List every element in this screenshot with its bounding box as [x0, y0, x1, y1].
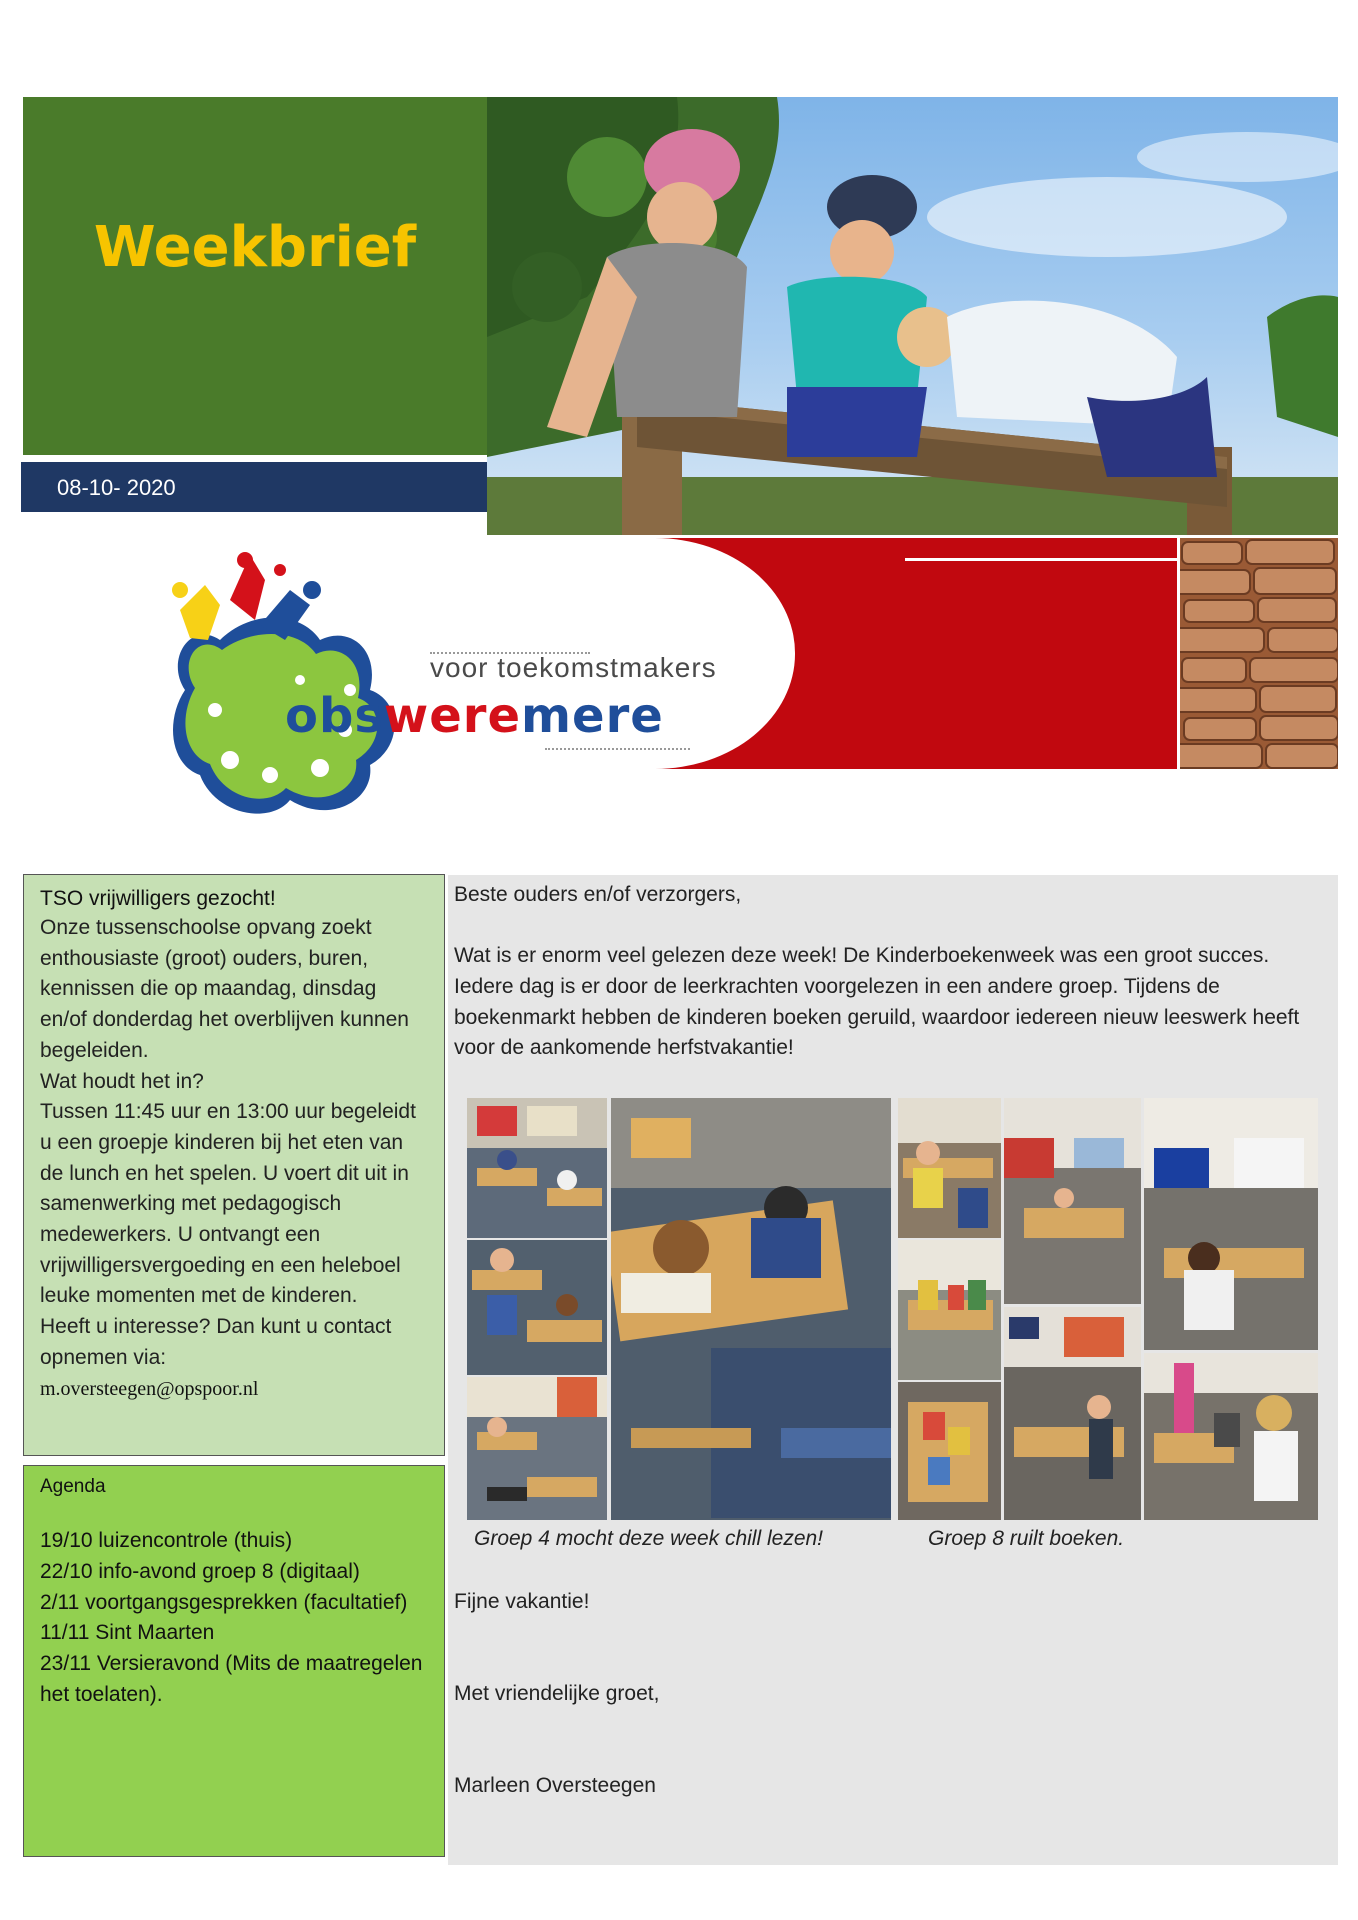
classroom-photo — [467, 1377, 607, 1520]
photo-collage-groep-4 — [467, 1098, 891, 1520]
divider-line — [905, 558, 1180, 561]
agenda-item: 2/11 voortgangsgesprekken (facultatief) — [40, 1590, 408, 1614]
children-climbing-illustration — [487, 97, 1338, 535]
tso-paragraph: Wat houdt het in? — [40, 1069, 204, 1093]
agenda-item: 22/10 info-avond groep 8 (digitaal) — [40, 1559, 360, 1583]
agenda-item: 23/11 Versieravond (Mits de maatregelen het toelaten). — [40, 1652, 423, 1706]
classroom-photo — [1144, 1098, 1318, 1350]
classroom-photo — [467, 1098, 607, 1238]
letter-body: Wat is er enorm veel gelezen deze week! De Kinderboekenweek was een groot succes. Iedere dag is er door de leerkrachten voorgelezen in een andere groep. Tijdens de boekenmarkt hebben de kinderen boeken geruild, waardoor iedereen nieuw leeswerk heeft voor de aankomende herfstvakantie! — [454, 944, 1300, 1060]
tso-paragraph: Tussen 11:45 uur en 13:00 uur begeleidt u een groepje kinderen bij het eten van de lunch en het spelen. U voert dit uit in samenwerking met pedagogisch medewerkers. U ontvangt een vrijwilligersvergoeding en een heleboel leuke momenten met de kinderen. — [40, 1100, 416, 1308]
tso-paragraph: Onze tussenschoolse opvang zoekt enthousiaste (groot) ouders, buren, kennissen die op maandag, dinsdag en/of donderdag het overblijven kunnen begeleiden. — [40, 916, 409, 1062]
header-photo — [487, 97, 1338, 535]
page-title: Weekbrief — [93, 215, 417, 280]
reading-on-floor-photo — [611, 1098, 891, 1520]
letter-greeting: Beste ouders en/of verzorgers, — [454, 883, 742, 906]
brand-dotted-rule — [545, 748, 690, 750]
title-banner — [23, 97, 487, 455]
caption-groep-8: Groep 8 ruilt boeken. — [928, 1527, 1125, 1550]
school-name — [285, 688, 664, 744]
agenda-title: Agenda — [40, 1476, 106, 1497]
photo-collage-groep-8 — [898, 1098, 1318, 1520]
date-banner — [21, 462, 487, 512]
school-name-part: were — [383, 688, 522, 744]
agenda-item: 19/10 luizencontrole (thuis) — [40, 1529, 293, 1552]
tso-title: TSO vrijwilligers gezocht! — [40, 887, 276, 910]
classroom-photo — [898, 1240, 1001, 1380]
letter-closing: Met vriendelijke groet, — [454, 1682, 660, 1705]
stone-wall-texture — [1180, 538, 1338, 769]
letter-signature: Marleen Oversteegen — [454, 1774, 656, 1797]
classroom-photo — [1004, 1307, 1141, 1520]
tso-panel — [23, 874, 445, 1456]
school-name-part: obs — [285, 688, 384, 744]
classroom-photo — [1144, 1353, 1318, 1520]
contact-email-link[interactable]: m.oversteegen@opspoor.nl — [40, 1377, 259, 1400]
school-name-part: mere — [521, 688, 664, 744]
classroom-photo — [898, 1098, 1001, 1238]
agenda-panel — [23, 1465, 445, 1857]
classroom-photo — [467, 1240, 607, 1375]
classroom-photo — [1004, 1098, 1141, 1304]
caption-groep-4: Groep 4 mocht deze week chill lezen! — [474, 1527, 824, 1550]
stone-wall-photo — [1180, 538, 1338, 769]
issue-date: 08-10- 2020 — [57, 475, 176, 500]
tso-paragraph: Heeft u interesse? Dan kunt u contact opnemen via: — [40, 1315, 392, 1369]
letter-wish: Fijne vakantie! — [454, 1590, 590, 1613]
logo-tagline: voor toekomstmakers — [430, 652, 717, 683]
classroom-photo — [898, 1382, 1001, 1520]
agenda-item: 11/11 Sint Maarten — [40, 1621, 215, 1645]
